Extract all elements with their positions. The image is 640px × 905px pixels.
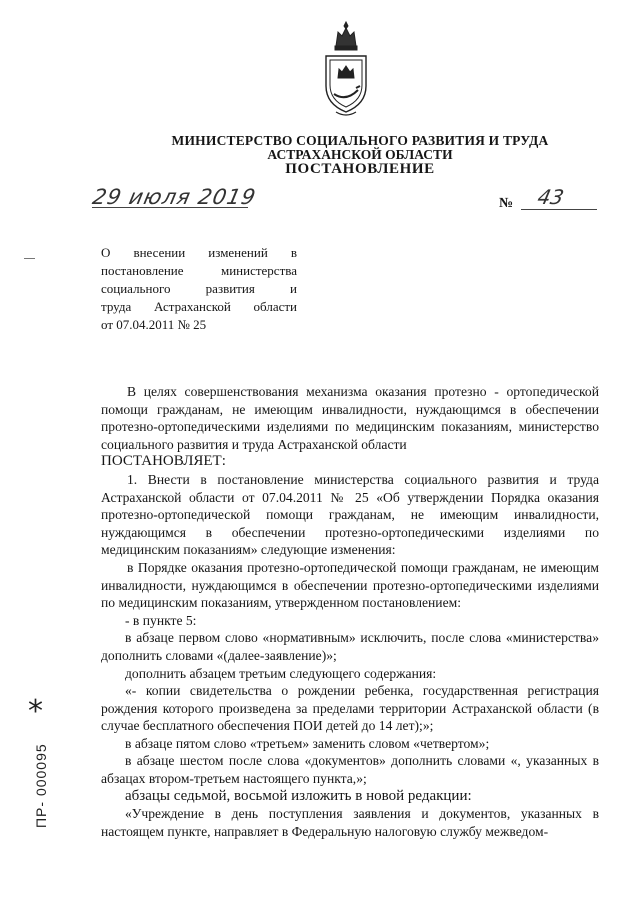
- body-paragraph: «- копии свидетельства о рождении ребенка, государственная регистрация рождения которого произведена за пределами территории Астраханской области (в случае бесплатного обеспечения ПОИ детей до 14 лет);»;: [101, 683, 599, 734]
- number-underline: [521, 209, 597, 210]
- body-paragraph: в абзаце первом слово «нормативным» исключить, после слова «министерства» дополнить словами «(далее-заявление)»;: [101, 630, 599, 663]
- document-body: [101, 383, 599, 840]
- body-paragraph: абзацы седьмой, восьмой изложить в новой редакции:: [125, 787, 472, 804]
- astrakhan-coat-of-arms-icon: [320, 20, 372, 120]
- resolves-heading: ПОСТАНОВЛЯЕТ:: [101, 453, 226, 470]
- document-subject: [101, 244, 297, 334]
- body-paragraph: в абзаце пятом слово «третьем» заменить словом «четвертом»;: [125, 735, 490, 751]
- handwritten-number: 43: [535, 185, 567, 209]
- handwritten-date: 29 июля 2019: [90, 185, 259, 209]
- asterisk-mark: *: [28, 694, 43, 729]
- subject-line: от 07.04.2011 № 25: [101, 317, 207, 332]
- margin-dash: [24, 258, 35, 259]
- body-paragraph: в Порядке оказания протезно-ортопедической помощи гражданам, не имеющим инвалидности, нуждающимся в обеспечении протезно-ортопедическими изделиями по медицинским показаниям, утвержденном постановлением:: [101, 559, 599, 611]
- document-type: ПОСТАНОВЛЕНИЕ: [285, 161, 435, 177]
- ministry-title: МИНИСТЕРСТВО СОЦИАЛЬНОГО РАЗВИТИЯ И ТРУДА: [171, 133, 549, 148]
- body-paragraph: - в пункте 5:: [125, 612, 197, 628]
- subject-line: О внесении изменений в: [101, 245, 297, 260]
- ministry-region: АСТРАХАНСКОЙ ОБЛАСТИ: [267, 147, 453, 162]
- subject-line: труда Астраханской области: [101, 299, 297, 314]
- date-underline: [92, 207, 248, 208]
- serial-number-text: ПР- 000095: [33, 743, 49, 828]
- subject-line: социального развития и: [101, 281, 297, 296]
- body-paragraph: дополнить абзацем третьим следующего содержания:: [125, 665, 437, 681]
- preamble-paragraph: В целях совершенствования механизма оказания протезно - ортопедической помощи гражданам, не имеющим инвалидности, нуждающимся в обеспечении протезно-ортопедическими изделиями по медицинским показаниям, министерство социального развития и труда Астраханской области: [101, 384, 599, 452]
- subject-line: постановление министерства: [101, 263, 297, 278]
- body-paragraph: «Учреждение в день поступления заявления и документов, указанных в настоящем пункте, направляет в Федеральную налоговую службу межведом-: [101, 806, 599, 839]
- body-paragraph: в абзаце шестом после слова «документов» дополнить словами «, указанных в абзацах втором-третьем настоящего пункта,»;: [101, 753, 599, 787]
- number-label: №: [499, 196, 514, 211]
- serial-number: [27, 700, 55, 870]
- body-paragraph: 1. Внести в постановление министерства социального развития и труда Астраханской области от 07.04.2011 № 25 «Об утверждении Порядка оказания протезно-ортопедической помощи гражданам, не имеющим инвалидности, нуждающимся в обеспечении протезно-ортопедическими изделиями по медицинским показаниям» следующие изменения:: [101, 471, 599, 558]
